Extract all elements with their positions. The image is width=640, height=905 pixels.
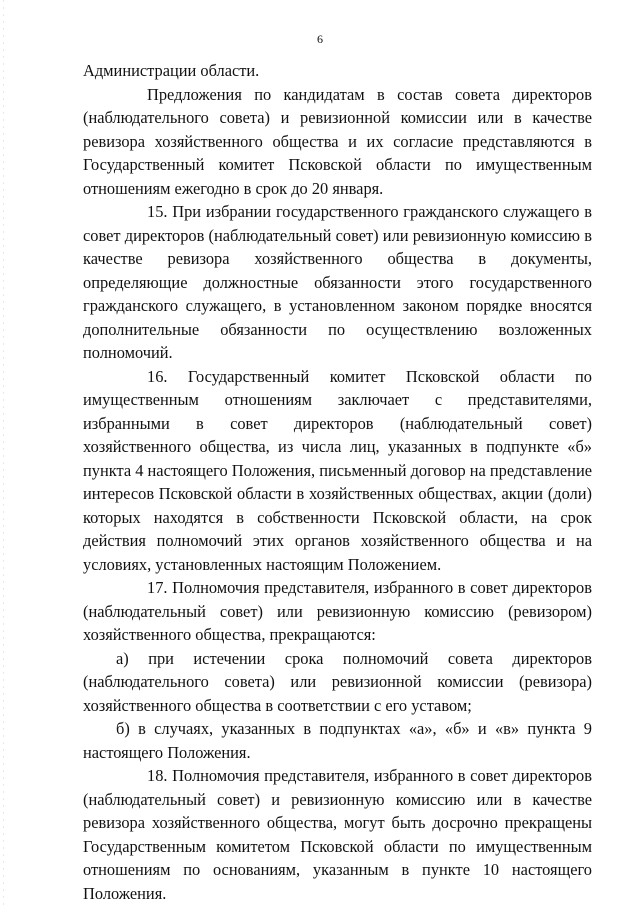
paragraph-15: 15. При избрании государственного гражданского служащего в совет директоров (наблюдательный совет) или ревизионную комиссию в качестве ревизора хозяйственного общества в документы, определяющие должностные обязанности этого государственного гражданского служащего, в установленном законом порядке вносятся дополнительные обязанности по осуществлению возложенных полномочий. [83, 202, 592, 362]
paragraph-continuation: Администрации области. [83, 61, 260, 80]
subparagraph-b: б) в случаях, указанных в подпунктах «а», «б» и «в» пункта 9 настоящего Положения. [83, 719, 592, 762]
subparagraph-a: а) при истечении срока полномочий совета директоров (наблюдательного совета) или ревизионной комиссии (ревизора) хозяйственного общества в соответствии с его уставом; [83, 648, 592, 715]
paragraph-18: 18. Полномочия представителя, избранного в совет директоров (наблюдательный совет) и ревизионную комиссию или в качестве ревизора хозяйственного общества, могут быть досрочно прекращены Государственным комитетом Псковской области по имущественным отношениям по основаниям, указанным в пункте 10 настоящего Положения. [83, 766, 592, 903]
paragraph-16: 16. Государственный комитет Псковской области по имущественным отношениям заключает с представителями, избранными в совет директоров (наблюдательный совет) хозяйственного общества, из числа лиц, указанных в подпункте «б» пункта 4 настоящего Положения, письменный договор на представление интересов Псковской области в хозяйственных обществах, акции (доли) которых находятся в собственности Псковской области, на срок действия полномочий этих органов хозяйственного общества и на условиях, установленных настоящим Положением. [83, 366, 592, 574]
page-number: 6 [317, 32, 323, 46]
document-body [83, 59, 592, 905]
paragraph-proposals: Предложения по кандидатам в состав совета директоров (наблюдательного совета) и ревизионной комиссии или в качестве ревизора хозяйственного общества и их согласие представляются в Государственный комитет Псковской области по имущественным отношениям ежегодно в срок до 20 января. [83, 84, 592, 198]
scan-edge-line [3, 0, 4, 905]
paragraph-17: 17. Полномочия представителя, избранного в совет директоров (наблюдательный совет) или ревизионную комиссию (ревизором) хозяйственного общества, прекращаются: [83, 578, 592, 644]
